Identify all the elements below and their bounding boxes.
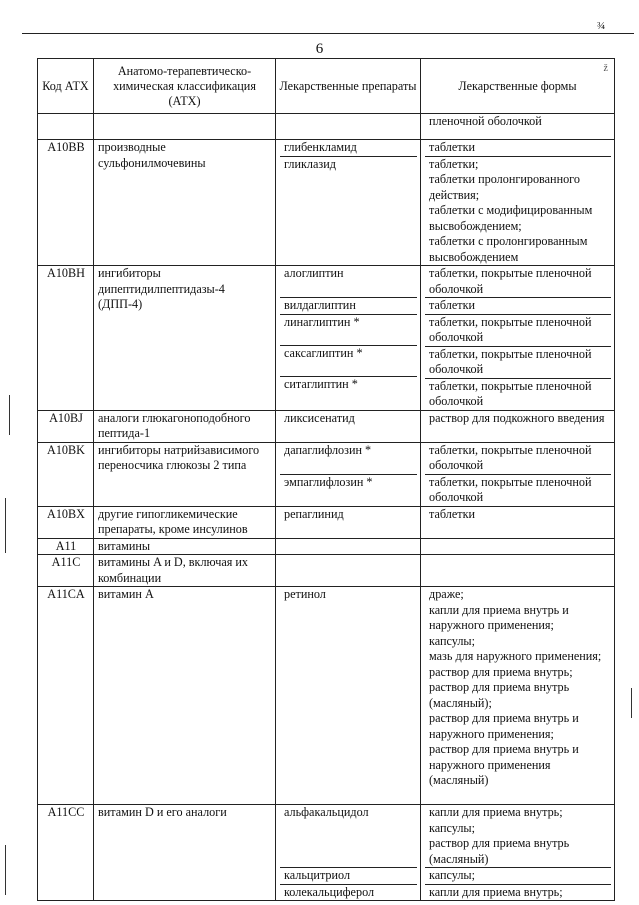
drug-name: [280, 539, 417, 555]
page-corner-mark: ¾: [597, 20, 606, 32]
dosage-forms: [425, 539, 611, 555]
drug-name: алоглиптин: [284, 266, 344, 280]
table-row: [38, 442, 615, 506]
form-list: [421, 805, 615, 901]
dosage-forms: [425, 156, 611, 266]
atx-code: A11C: [38, 555, 94, 587]
atx-code: A10BH: [38, 266, 94, 411]
dosage-forms: [425, 805, 611, 867]
drug-name: дапаглифлозин *: [284, 442, 372, 457]
dosage-forms: [425, 378, 611, 410]
dosage-form: раствор для приема внутрь (масляный): [429, 836, 570, 866]
drug-name: [280, 114, 417, 130]
table-row: [38, 506, 615, 538]
atx-classification: ингибиторы дипептидилпептидазы-4 (ДПП-4): [94, 266, 276, 411]
form-list: [421, 442, 615, 506]
drug-name: ликсисенатид: [284, 410, 355, 425]
dosage-form: таблетки: [429, 140, 476, 154]
dosage-form: раствор для приема внутрь (масляный);: [429, 680, 570, 710]
page-number: 6: [315, 41, 324, 57]
form-list: [421, 114, 615, 140]
drug-name: колекальциферол: [280, 884, 417, 901]
margin-mark: [9, 395, 10, 435]
dosage-form: раствор для приема внутрь и наружного применения (масляный): [429, 742, 579, 787]
atx-classification: витамин A: [94, 587, 276, 805]
dosage-forms: [425, 867, 611, 884]
header-forms: [421, 59, 615, 114]
drug-list: [276, 442, 421, 506]
drug-list: [276, 114, 421, 140]
atx-classification: [94, 114, 276, 140]
drug-name: вилдаглиптин: [280, 297, 417, 314]
drug-list: [276, 805, 421, 901]
form-list: [421, 506, 615, 538]
atx-classification: витамины A и D, включая их комбинации: [94, 555, 276, 587]
atx-classification: производные сульфонилмочевины: [94, 140, 276, 266]
dosage-forms: [425, 474, 611, 506]
header-classification: Анатомо-терапевтическо-химическая классификация (АТХ): [94, 59, 276, 114]
drug-list: [276, 506, 421, 538]
dosage-form: раствор для приема внутрь и наружного применения;: [429, 711, 579, 741]
dosage-form: драже;: [429, 587, 464, 601]
table-row: [38, 587, 615, 805]
header-code: Код АТХ: [38, 59, 94, 114]
table-row: [38, 140, 615, 266]
atx-code: A10BB: [38, 140, 94, 266]
atx-code: A11: [38, 538, 94, 555]
dosage-form: таблетки пролонгированного действия;: [429, 172, 580, 202]
table-header-row: [38, 59, 615, 114]
form-list: [421, 555, 615, 587]
dosage-form: капли для приема внутрь;: [429, 884, 563, 899]
dosage-form: капсулы;: [429, 868, 475, 882]
header-rule: [22, 33, 634, 34]
dosage-forms: [425, 587, 611, 804]
dosage-forms: [425, 140, 611, 156]
atx-table: [37, 58, 615, 901]
form-list: [421, 140, 615, 266]
dosage-form: таблетки, покрытые пленочной оболочкой: [429, 346, 592, 376]
dosage-form: таблетки;: [429, 156, 479, 171]
drug-name: линаглиптин *: [280, 314, 417, 345]
atx-classification: витамин D и его аналоги: [94, 805, 276, 901]
dosage-form: капсулы;: [429, 820, 475, 835]
atx-classification: витамины: [94, 538, 276, 555]
form-list: [421, 587, 615, 805]
table-row: [38, 410, 615, 442]
dosage-form: таблетки, покрытые пленочной оболочкой: [429, 314, 592, 344]
dosage-form: таблетки, покрытые пленочной оболочкой: [429, 442, 592, 472]
dosage-form: таблетки: [429, 298, 476, 312]
dosage-form: капли для приема внутрь;: [429, 805, 563, 819]
table-row: [38, 538, 615, 555]
drug-name: кальцитриол: [280, 867, 417, 884]
atx-code: A10BK: [38, 442, 94, 506]
dosage-form: таблетки: [429, 506, 476, 521]
dosage-forms: [425, 346, 611, 378]
drug-list: [276, 410, 421, 442]
drug-name: [280, 555, 417, 571]
drug-list: [276, 555, 421, 587]
dosage-forms: [425, 297, 611, 314]
drug-list: [276, 538, 421, 555]
drug-list: [276, 266, 421, 411]
dosage-forms: [425, 114, 611, 130]
dosage-form: таблетки, покрытые пленочной оболочкой: [429, 378, 592, 408]
atx-classification: другие гипогликемические препараты, кроме инсулинов: [94, 506, 276, 538]
atx-classification: аналоги глюкагоноподобного пептида-1: [94, 410, 276, 442]
table-row: [38, 805, 615, 901]
atx-classification: ингибиторы натрийзависимого переносчика глюкозы 2 типа: [94, 442, 276, 506]
dosage-forms: [425, 507, 611, 523]
dosage-form: капли для приема внутрь и наружного применения;: [429, 602, 569, 632]
dosage-forms: [425, 411, 611, 442]
header-forms-label: Лекарственные формы: [458, 78, 577, 93]
drug-name: глибенкламид: [284, 140, 357, 154]
dosage-form: раствор для подкожного введения: [429, 410, 605, 425]
atx-code: A11CA: [38, 587, 94, 805]
dosage-form: пленочной оболочкой: [429, 114, 542, 128]
drug-list: [276, 140, 421, 266]
drug-name: саксаглиптин *: [280, 345, 417, 376]
atx-code: A11CC: [38, 805, 94, 901]
drug-name: альфакальцидол: [284, 805, 369, 819]
atx-code: A10BX: [38, 506, 94, 538]
dosage-forms: [425, 266, 611, 297]
dosage-forms: [425, 555, 611, 571]
atx-code: A10BJ: [38, 410, 94, 442]
drug-name: гликлазид: [280, 156, 417, 265]
table-row: [38, 266, 615, 411]
drug-name: ретинол: [284, 587, 326, 601]
drug-name: эмпаглифлозин *: [280, 474, 417, 505]
margin-mark: [631, 688, 632, 718]
drug-name: ситаглиптин *: [280, 376, 417, 407]
margin-mark: [5, 498, 6, 553]
dosage-form: таблетки с пролонгированным высвобождением: [429, 234, 588, 264]
form-list: [421, 538, 615, 555]
dosage-form: таблетки с модифицированным высвобождением;: [429, 203, 593, 233]
table-row: [38, 555, 615, 587]
dosage-forms: [425, 884, 611, 901]
atx-code: [38, 114, 94, 140]
dosage-form: таблетки, покрытые пленочной оболочкой: [429, 266, 592, 296]
margin-mark: [5, 845, 6, 895]
dosage-form: таблетки, покрытые пленочной оболочкой: [429, 474, 592, 504]
table-body: [38, 114, 615, 901]
header-drugs: Лекарственные препараты: [276, 59, 421, 114]
header-blot-mark: ž: [603, 63, 608, 74]
drug-name: репаглинид: [284, 506, 344, 521]
dosage-form: мазь для наружного применения;: [429, 649, 602, 663]
dosage-forms: [425, 314, 611, 346]
dosage-form: раствор для приема внутрь;: [429, 664, 573, 679]
form-list: [421, 266, 615, 411]
drug-list: [276, 587, 421, 805]
form-list: [421, 410, 615, 442]
dosage-form: капсулы;: [429, 633, 475, 648]
dosage-forms: [425, 443, 611, 474]
table-row: [38, 114, 615, 140]
